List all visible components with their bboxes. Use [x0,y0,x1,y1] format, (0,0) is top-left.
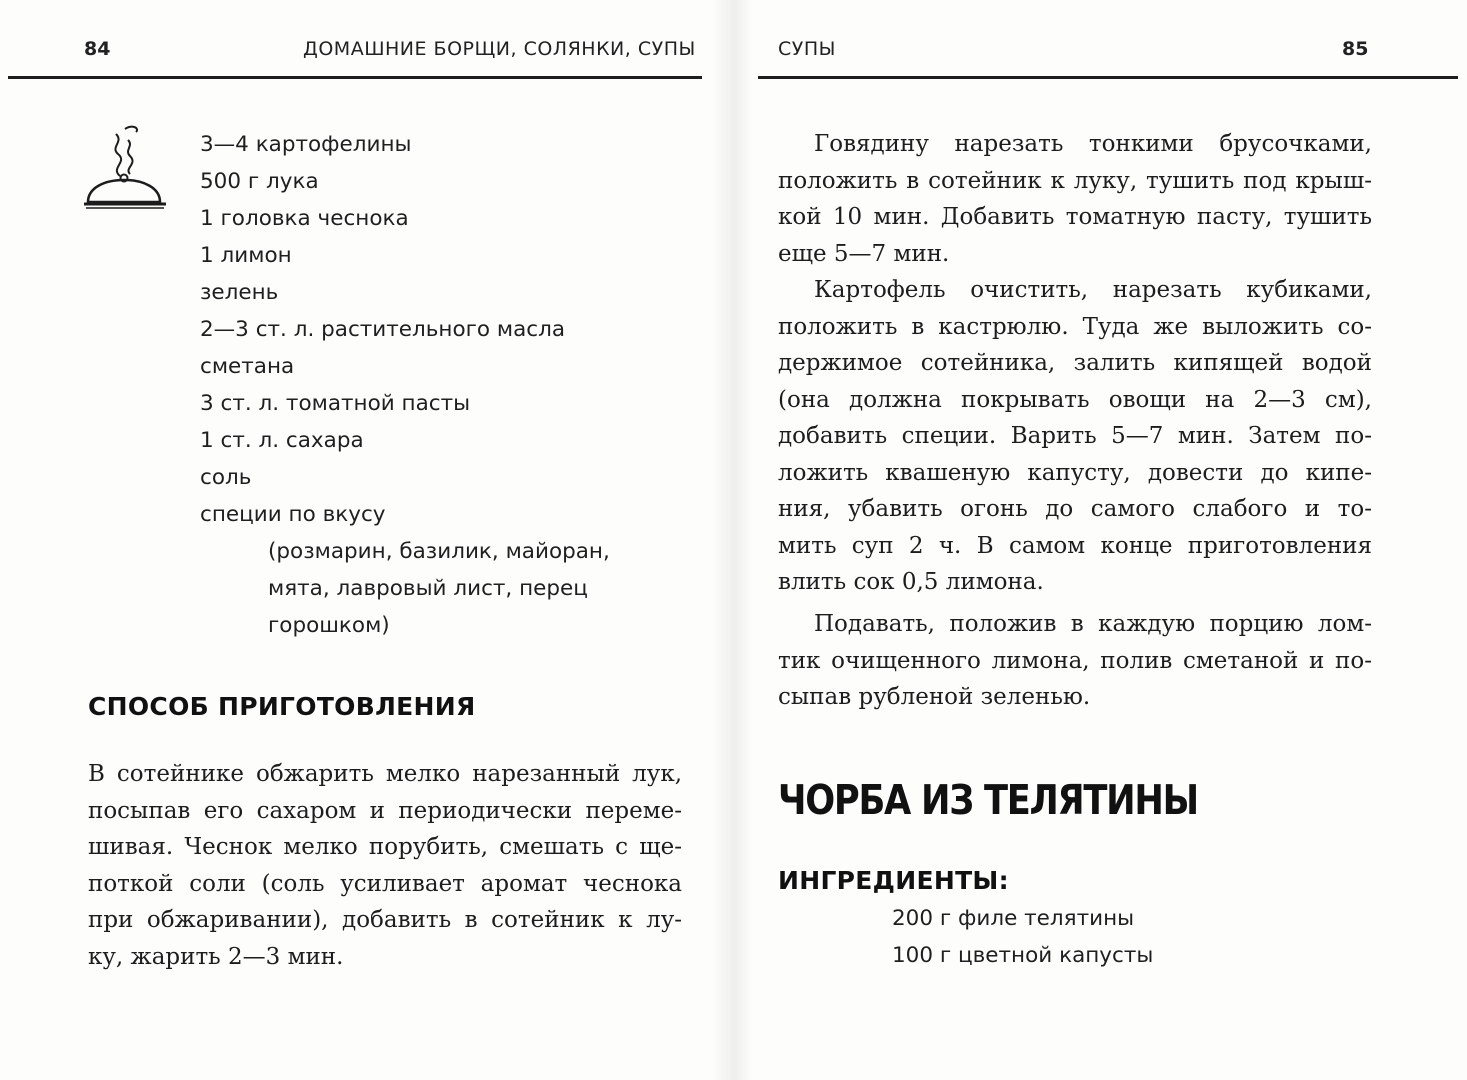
text-line: В сотейнике обжарить мелко нарезанный лук, [88,761,682,787]
text-line: Говядину нарезать тонкими брусочками, [814,131,1372,157]
text-line: ния, убавить огонь до самого слабого и то- [778,496,1372,522]
method-heading: СПОСОБ ПРИГОТОВЛЕНИЯ [88,692,476,721]
text-line: мить суп 2 ч. В самом конце приготовления [778,532,1372,559]
text-line: положить в кастрюлю. Туда же выложить со- [778,313,1372,340]
ingredient-item: горошком) [268,613,390,638]
cloche-icon [80,118,170,210]
text-line: держимое сотейника, залить кипящей водой [778,350,1372,376]
method-paragraph [88,756,682,975]
text-line: добавить специи. Варить 5—7 мин. Затем по- [778,423,1372,449]
right-page [740,0,1467,1080]
page-number-right: 85 [1342,38,1369,60]
text-line: влить сок 0,5 лимона. [778,569,1044,595]
text-line: кой 10 мин. Добавить томатную пасту, тушить [778,204,1372,230]
ingredient-item: мята, лавровый лист, перец [268,576,588,601]
ingredient-list-right [892,900,1153,974]
text-line: ку, жарить 2—3 мин. [88,943,344,970]
text-line: сыпав рубленой зеленью. [778,684,1091,710]
ingredient-item: 3 ст. л. томатной пасты [200,391,471,416]
ingredient-item: специи по вкусу [200,502,386,527]
text-line: Подавать, положив в каждую порцию лом- [814,611,1372,637]
step-paragraph-3 [778,606,1372,716]
text-line: при обжаривании), добавить в сотейник к лу- [88,907,682,933]
ingredient-item: сметана [200,354,295,379]
ingredient-item: зелень [200,280,279,305]
ingredient-item: 1 ст. л. сахара [200,428,364,453]
running-head-left: ДОМАШНИЕ БОРЩИ, СОЛЯНКИ, СУПЫ [303,38,696,60]
text-line: шивая. Чеснок мелко порубить, смешать с ще- [88,834,682,860]
ingredient-item: 200 г филе телятины [892,906,1135,931]
text-line: посыпав его сахаром и периодически переме- [88,797,682,824]
text-line: поткой соли (соль усиливает аромат чеснока [88,870,682,897]
recipe-title: ЧОРБА ИЗ ТЕЛЯТИНЫ [778,776,1198,824]
ingredient-item: 1 лимон [200,243,292,268]
step-paragraph-1 [778,126,1372,272]
header-rule-left [8,76,702,79]
text-line: (она должна покрывать овощи на 2—3 см), [778,386,1372,413]
ingredient-item: соль [200,465,252,490]
ingredient-item: 500 г лука [200,169,319,194]
ingredient-item: 3—4 картофелины [200,132,412,157]
text-line: еще 5—7 мин. [778,240,950,267]
step-paragraph-2 [778,272,1372,601]
ingredient-item: 100 г цветной капусты [892,943,1154,968]
ingredient-item: 2—3 ст. л. растительного масла [200,317,566,342]
left-page [0,0,720,1080]
header-rule-right [758,76,1458,79]
ingredient-item: 1 головка чеснока [200,206,409,231]
page-number-left: 84 [84,38,111,60]
running-head-right: СУПЫ [778,38,836,60]
ingredient-item: (розмарин, базилик, майоран, [268,539,610,564]
text-line: Картофель очистить, нарезать кубиками, [814,277,1372,303]
ingredient-list-left [200,126,610,644]
text-line: ложить квашеную капусту, довести до кипе- [778,459,1372,486]
text-line: положить в сотейник к луку, тушить под крыш- [778,167,1372,194]
text-line: тик очищенного лимона, полив сметаной и по- [778,647,1372,674]
ingredients-heading: ИНГРЕДИЕНТЫ: [778,866,1009,895]
